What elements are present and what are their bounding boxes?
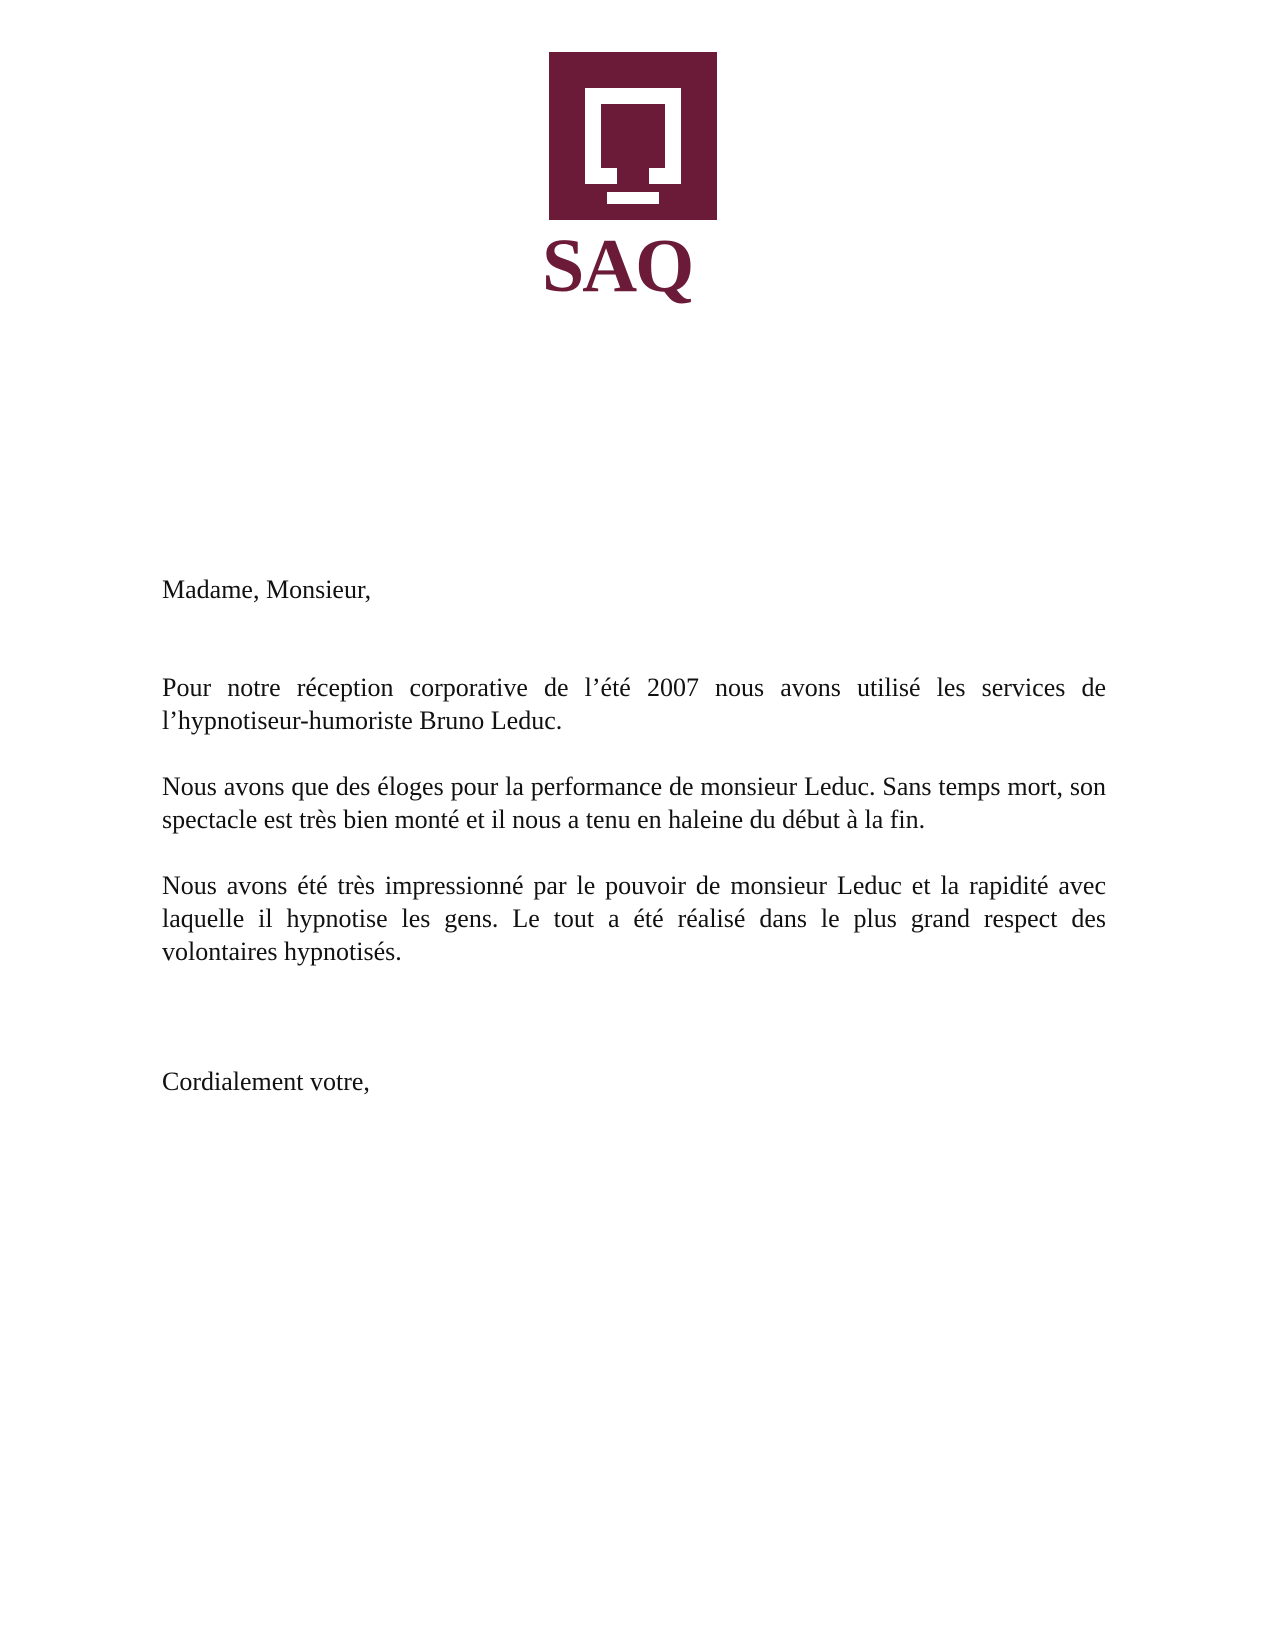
letter-body <box>162 573 1106 1098</box>
paragraph-impression: Nous avons été très impressionné par le pouvoir de monsieur Leduc et la rapidité avec laquelle il hypnotise les gens. Le tout a été réalisé dans le plus grand respect des volontaires hypnotisés. <box>162 871 1106 966</box>
saq-glass-logo-icon <box>549 52 717 220</box>
paragraph-praise: Nous avons que des éloges pour la performance de monsieur Leduc. Sans temps mort, son spectacle est très bien monté et il nous a tenu en haleine du début à la fin. <box>162 772 1106 834</box>
paragraph-intro: Pour notre réception corporative de l’été 2007 nous avons utilisé les services de l’hypnotiseur-humoriste Bruno Leduc. <box>162 673 1106 735</box>
saq-wordmark-logo <box>540 226 730 306</box>
closing: Cordialement votre, <box>162 1067 370 1096</box>
svg-text:SAQ: SAQ <box>542 226 693 306</box>
salutation: Madame, Monsieur, <box>162 575 372 604</box>
